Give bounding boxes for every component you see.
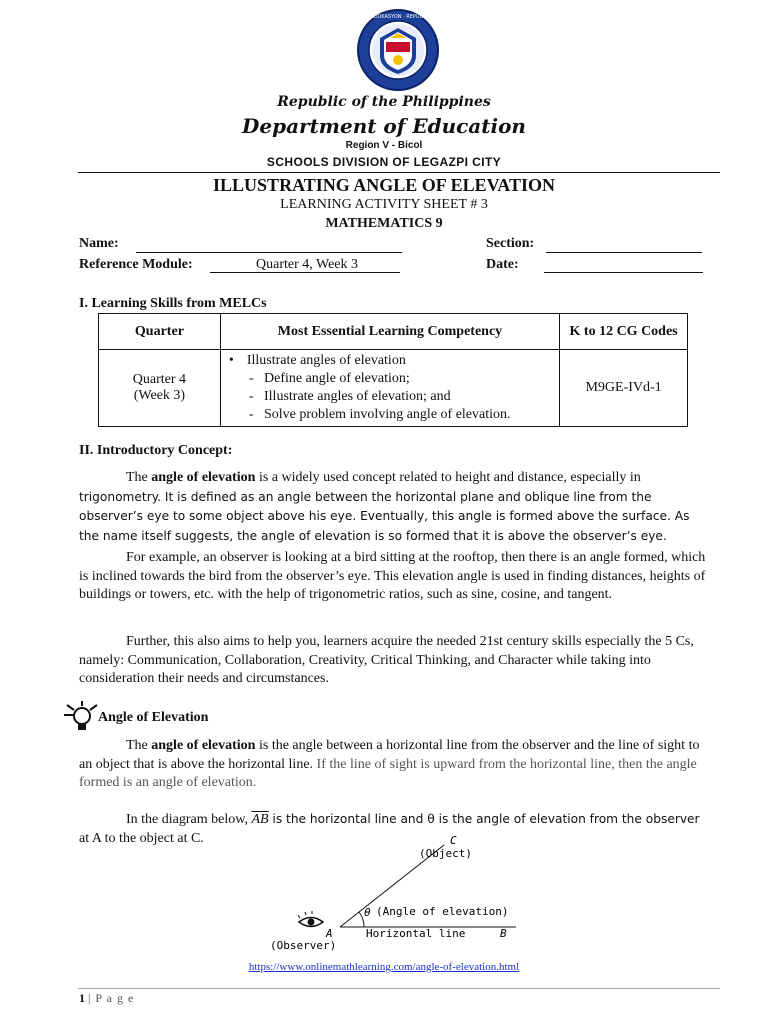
source-link-row [0,957,768,975]
melc-header-row [99,314,688,350]
lightbulb-icon [58,700,100,734]
competency-sub-item: - Solve problem involving angle of elevation. [248,407,511,422]
competency-sub-item: - Illustrate angles of elevation; and [248,389,451,404]
reference-module-label: Reference Module: [79,257,193,272]
name-label: Name: [79,236,119,251]
label-theta: θ [364,906,371,919]
section-one-heading: I. Learning Skills from MELCs [79,296,267,311]
label-horizontal: Horizontal line [366,927,466,940]
label-object: (Object) [419,847,472,860]
intro-paragraph-1: The angle of elevation is a widely used concept related to height and distance, especially in trigonometry. It is defined as an angle between the horizontal plane and oblique line from the observer’s eye to some object above his eye. Eventually, this angle is formed above the surface. As the name itself suggests, the angle of elevation is so formed that it is above the observer’s eye. [79,470,690,543]
label-a: A [326,927,333,940]
melc-competency-cell [220,350,559,427]
intro-paragraph-3: Further, this also aims to help you, learners acquire the needed 21st century skills especially the 5 Cs, namely: Communication, Collaboration, Creativity, Critical Thinking, and Character while taking into consideration their needs and circumstances. [79,634,694,686]
source-link[interactable]: https://www.onlinemathlearning.com/angle-of-elevation.html [248,961,520,973]
department-heading: Department of Education [242,114,526,138]
seal-lettering: KAGAWARAN NG EDUKASYON · REPUBLIKA NG PILIPINAS [327,14,469,20]
label-angle: (Angle of elevation) [376,905,509,918]
melc-table [98,313,688,427]
quarter-value: Quarter 4 [132,372,187,387]
footer-divider [78,988,720,989]
diagram-intro-paragraph: In the diagram below, $\overline{AB}$ is the horizontal line and θ is the angle of elevation from the observer at A to the object at C. [79,812,700,846]
header-divider [78,172,720,173]
angle-of-elevation-heading: Angle of Elevation [98,710,209,725]
republic-heading: Republic of the Philippines [277,94,491,110]
eye-icon [298,911,323,927]
division-label: SCHOOLS DIVISION OF LEGAZPI CITY [266,155,502,169]
date-label: Date: [486,257,519,272]
sheet-title: ILLUSTRATING ANGLE OF ELEVATION [213,175,555,195]
date-field[interactable] [544,272,703,273]
sheet-subtitle: LEARNING ACTIVITY SHEET # 3 [280,197,488,212]
intro-paragraph-2: For example, an observer is looking at a bird sitting at the rooftop, then there is an angle formed, which is inclined towards the bird from the observer’s eye. This elevation angle is used in finding distances, heights of buildings or towers, etc. with the help of trigonometric ratios, such as sine, cosine, and tangent. [79,550,706,602]
label-c: C [450,834,457,847]
name-field[interactable] [136,252,402,253]
melc-code-cell: M9GE-IVd-1 [560,350,688,427]
melc-header-quarter: Quarter [99,314,221,350]
section-label: Section: [486,236,535,251]
label-b: B [500,927,507,940]
subject-label: MATHEMATICS 9 [325,216,443,231]
melc-quarter-cell [99,350,221,427]
competency-main: • Illustrate angles of elevation [228,353,406,368]
melc-data-row [99,350,688,427]
segment-ab: $\overline{AB}$ [251,812,269,827]
deped-seal-logo [327,8,469,92]
melc-header-codes: K to 12 CG Codes [560,314,688,350]
label-observer: (Observer) [270,939,337,952]
section-field[interactable] [546,252,702,253]
angle-of-elevation-diagram [262,830,532,955]
competency-sub-item: - Define angle of elevation; [248,371,410,386]
page-label: | P a g e [88,991,135,1005]
page-number: 1 [79,991,85,1005]
melc-header-competency: Most Essential Learning Competency [220,314,559,350]
region-label: Region V - Bicol [345,140,423,151]
page-footer [79,991,134,1006]
week-value: (Week 3) [133,388,186,403]
angle-definition-paragraph: The angle of elevation is the angle between a horizontal line from the observer and the line of sight to an object that is above the horizontal line. If the line of sight is upward from the horizontal line, then the angle formed is an angle of elevation. [79,738,700,790]
reference-module-value: Quarter 4, Week 3 [256,257,359,272]
section-two-heading: II. Introductory Concept: [79,443,233,458]
